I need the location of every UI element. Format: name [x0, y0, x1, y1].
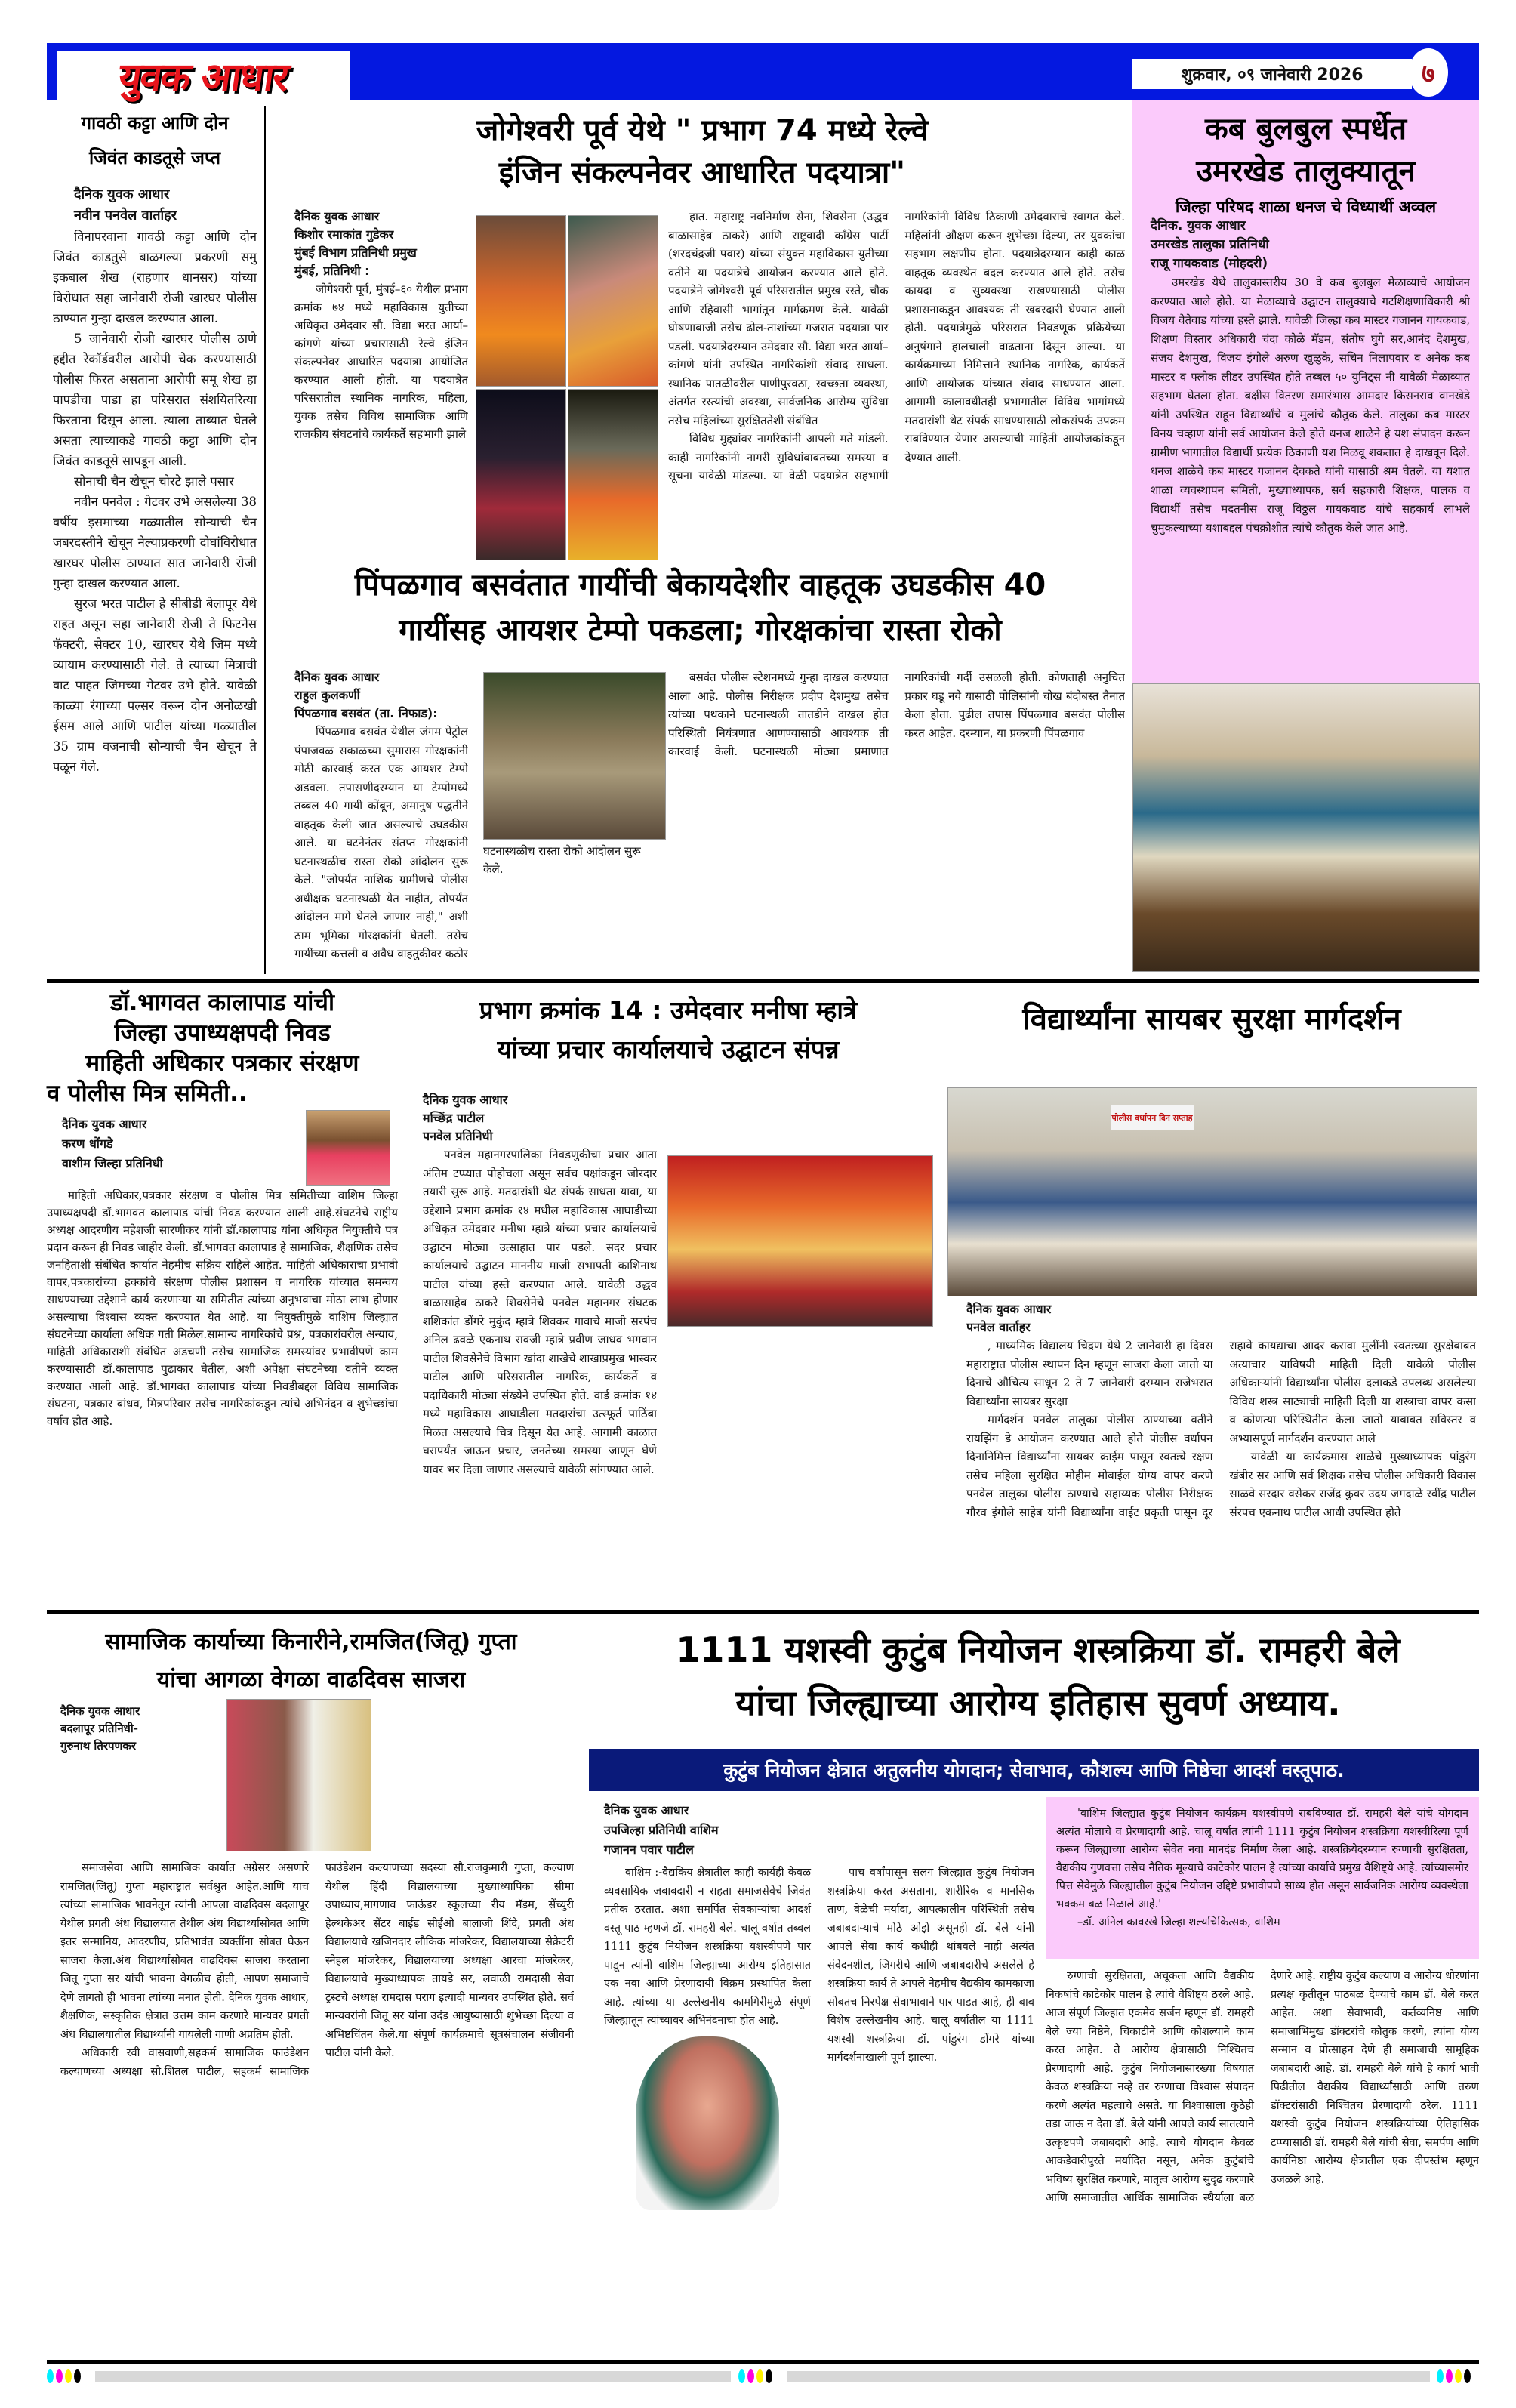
- photo-jitu-gupta: [226, 1699, 371, 1851]
- story-cyber-safety: [966, 1300, 1476, 1601]
- article-body: [60, 1859, 574, 2350]
- paragraph: पनवेल महानगरपालिका निवडणुकीचा प्रचार आता अंतिम टप्प्यात पोहोचला असून सर्वच पक्षांकडून जोरदार तयारी सुरू आहे. मतदारांशी थेट संपर्क साधता यावा, या उद्देशाने प्रभाग क्रमांक १४ मधील महाविकास आघाडीच्या अधिकृत उमेदवार मनीषा म्हात्रे यांच्या प्रचार कार्यालयाचे उद्घाटन मोठ्या उत्साहात पार पडले. सदर प्रचार कार्यालयाचे उद्घाटन माननीय माजी सभापती काशिनाथ पाटील यांच्या हस्ते करण्यात आले. यावेळी उद्धव बाळासाहेब ठाकरे शिवसेनेचे पनवेल महानगर संघटक शशिकांत डोंगरे मुकुंद म्हात्रे शिवकर गावाचे माजी सरपंच अनिल ढवळे एकनाथ रावजी म्हात्रे प्रवीण जाधव भगवान पाटील शिवसेनेचे विभाग खांदा शाखेचे शाखाप्रमुख भास्कर पाटील आणि परिसरातील नागरिक, कार्यकर्ते व पदाधिकारी मोठ्या संख्येने उपस्थित होते. वार्ड क्रमांक १४ मध्ये महाविकास आघाडीला मतदारांचा उत्स्फूर्त पाठिंबा मिळत असल्याचे चित्र दिसून येत आहे. आगामी काळात घरापर्यंत जाऊन प्रचार, जनतेच्या समस्या जाणून घेणे यावर भर दिला जाणार असल्याचे यावेळी सांगण्यात आले.: [423, 1148, 657, 1476]
- byline-line: वाशीम जिल्हा प्रतिनिधी: [62, 1156, 163, 1170]
- photo-rally-crowd: [568, 389, 658, 560]
- paragraph: विविध मुद्द्यांवर नागरिकांनी आपली मते मांडली. काही नागरिकांनी नागरी सुविधांबाबतच्या समस्या व सूचना यावेळी मांडल्या. या वेळी पदयात्रेत सहभागी नागरिकांनी विविध ठिकाणी उमेदवाराचे स्वागत केले. महिलांनी औक्षण करून शुभेच्छा दिल्या, तर युवकांचा सहभाग लक्षणीय होता. पदयात्रेदरम्यान काही काळ वाहतूक व्यवस्थेत बदल करण्यात आले होते. तसेच कायदा व सुव्यवस्था राखण्यासाठी पोलीस प्रशासनाकडून आवश्यक ती खबरदारी घेण्यात आली होती. पदयात्रेमुळे परिसरात निवडणूक प्रक्रियेच्या अनुषंगाने हालचाली वाढताना दिसून आल्या. या कार्यक्रमाच्या निमित्ताने स्थानिक नागरिक, कार्यकर्ते आणि आयोजक यांच्यात संवाद साधण्यात आला. आगामी कालावधीतही प्रभागातील विविध भागांमध्ये मतदारांशी थेट संपर्क साधण्यासाठी लोकसंपर्क उपक्रम राबविण्यात येणार असल्याची माहिती आयोजकांकडून देण्यात आली.: [668, 210, 1125, 483]
- byline: [966, 1300, 1208, 1337]
- headline-ramhari-bele: [596, 1623, 1480, 1729]
- paragraph: अधिकारी रवी वासवाणी,सहकर्म सामाजिक फाउंडेशन कल्याणच्या अध्यक्षा सौ.शितल पाटील, सहकर्म सामाजिक फाउंडेशन कल्याणच्या सदस्या सौ.राजकुमारी गुप्ता, कल्याण येथील हिंदी विद्यालयाच्या मुख्याध्यापिका सीमा उपाध्याय,मागणाव फाऊंडर स्कूलच्या रीय मॅडम, सेंच्युरी हेल्थकेअर सेंटर बाईड सीईओ बालाजी शिंदे, प्रगती अंध विद्यालयाचे खजिनदार लौकिक मांजरेकर, विद्यालयाच्या सेक्रेटरी स्नेहल मांजरेकर, विद्यालयाच्या अध्यक्षा आरचा मांजरेकर, विद्यालयाचे मुख्याध्यापक तायडे सर, लवाळी रामदासी सेवा ट्रस्टचे अध्यक्ष रामदास पराग इत्यादी मान्यवर उपस्थित होते. सर्व मान्यवरांनी जितू सर यांना उदंड आयुष्यासाठी शुभेच्छा दिल्या व अभिष्टचिंतन केले.या संपूर्ण कार्यक्रमाचे सूत्रसंचालन संजीवनी पाटील यांनी केले.: [60, 1862, 574, 2078]
- byline-line: नवीन पनवेल वार्ताहर: [74, 208, 177, 224]
- paragraph: बसवंत पोलीस स्टेशनमध्ये गुन्हा दाखल करण्यात आला आहे. पोलीस निरीक्षक प्रदीप देशमुख तसेच त्यांच्या पथकाने घटनास्थळी तातडीने दाखल होत परिस्थिती नियंत्रणात आणण्यासाठी आवश्यक ती कारवाई केली. घटनास्थळी मोठ्या प्रमाणात नागरिकांची गर्दी उसळली होती. कोणताही अनुचित प्रकार घडू नये यासाठी पोलिसांनी चोख बंदोबस्त तैनात केला होता. पुढील तपास पिंपळगाव बसवंत पोलीस करत आहेत. दरम्यान, या प्रकरणी पिंपळगाव: [668, 671, 1125, 758]
- headline-line: यांचा आगळा वेगळा वाढदिवस साजरा: [156, 1666, 466, 1693]
- paragraph: पाच वर्षांपासून सलग जिल्ह्यात कुटुंब नियोजन शस्त्रक्रिया करत असताना, शारीरिक व मानसिक ताण, वेळेची मर्यादा, आपत्कालीन परिस्थिती तसेच जबाबदाऱ्याचे मोठे ओझे असूनही डॉ. बेले यांनी आपले सेवा कार्य कधीही थांबवले नाही अत्यंत संवेदनशील, जिगरीचे आणि जबाबदारीचे असलेले हे शस्त्रक्रिया कार्य ते आपले नेहमीच वैद्यकीय कामकाजा सोबतच निरपेक्ष सेवाभावाने पार पाडत आहे, ही बाब विशेष उल्लेखनीय आहे. चालू वर्षातील या 1111 यशस्वी शस्त्रक्रिया डॉ. पांडुरंग डोंगरे यांच्या मार्गदर्शनाखाली पूर्ण झाल्या.: [827, 1867, 1034, 2064]
- byline-line: दैनिक युवक आधार: [60, 1704, 140, 1718]
- article-body-continued: [1046, 1967, 1479, 2345]
- article-body: [294, 723, 468, 964]
- photo-bhagwat-kalapad: [306, 1110, 390, 1186]
- byline-line: दैनिक युवक आधार: [294, 209, 380, 224]
- section-divider: [47, 979, 1479, 983]
- byline-line: दैनिक युवक आधार: [74, 187, 170, 202]
- paragraph: यावेळी या कार्यक्रमास शाळेचे मुख्याध्यापक पांडुरंग खंबीर सर आणि सर्व शिक्षक तसेच पोलीस अधिकारी विकास साळवे सरदार वसेकर राजेंद्र कुवर उदय जगदाळे रवींद्र पाटील संरपच एकनाथ पाटील आधी उपस्थित होते: [1229, 1450, 1476, 1519]
- byline-line: गुरुनाथ तिरपणकर: [60, 1739, 137, 1753]
- story-gavthi-katta: [53, 106, 257, 982]
- registration-marks: [47, 2369, 81, 2383]
- registration-bar: [787, 2371, 1430, 2382]
- byline-line: दैनिक युवक आधार: [604, 1803, 689, 1818]
- headline-line: सामाजिक कार्याच्या किनारीने,रामजित(जितू) गुप्ता: [105, 1629, 517, 1655]
- headline-line: गायींसह आयशर टेम्पो पकडला; गोरक्षकांचा रास्ता रोको: [399, 613, 1002, 648]
- byline-line: उपजिल्हा प्रतिनिधी वाशिम: [604, 1823, 719, 1837]
- headline-line: यांच्या प्रचार कार्यालयाचे उद्घाटन संपन्न: [497, 1034, 840, 1064]
- story-pimpalgaon-col1: [294, 668, 468, 964]
- byline: [294, 668, 468, 723]
- headline: [53, 106, 257, 175]
- quote-text: 'वाशिम जिल्ह्यात कुटुंब नियोजन कार्यक्रम यशस्वीपणे राबविण्यात डॉ. रामहरी बेले यांचे योगदान अत्यंत मोलाचे व प्रेरणादायी आहे. चालू वर्षात त्यांनी 1111 कुटुंब नियोजन शस्त्रक्रिया यशस्वीरित्या पूर्ण करून जिल्ह्याच्या आरोग्य सेवेत नवा मानदंड निर्माण केला आहे. शस्त्रक्रियेदरम्यान रुग्णाची सुरक्षितता, वैद्यकीय गुणवत्ता तसेच नैतिक मूल्याचे काटेकोर पालन हे त्यांच्या कार्याचे प्रमुख वैशिष्ट्ये आहे. त्यांच्यासमोर पित्त सेवेमुळे जिल्ह्यातील कुटुंब नियोजन उद्दिष्टे प्रभावीपणे साध्य होत असून सार्वजनिक आरोग्य व्यवस्थेला भक्कम बळ मिळाले आहे.': [1056, 1808, 1468, 1910]
- headline-line: व पोलीस मित्र समिती..: [47, 1080, 248, 1107]
- paragraph: रुग्णाची सुरक्षितता, अचूकता आणि वैद्यकीय निकषांचे काटेकोर पालन हे त्यांचे वैशिष्ट्य ठरले आहे. आज संपूर्ण जिल्हात एकमेव सर्जन म्हणून डॉ. रामहरी बेले ज्या निष्ठेने, चिकाटीने आणि कौशल्याने काम करत आहेत. ते आरोग्य क्षेत्रासाठी निश्चितच प्रेरणादायी आहे. कुटुंब नियोजनासारख्या विषयात केवळ शस्त्रक्रिया नव्हे तर रुग्णाचा विश्वास संपादन करणे अत्यंत महत्वाचे असते. या विश्वासाला कुठेही तडा जाऊ न देता डॉ. बेले यांनी आपले कार्य सातत्याने उत्कृष्टपणे जबाबदारी आहे. त्याचे योगदान केवळ आकडेवारीपुरते मर्यादित नसून, अनेक कुटुंबांचे भविष्य सुरक्षित करणारे, मातृत्व आरोग्य सुदृढ करणारे आणि समाजातील आर्थिक सामाजिक स्थैर्याला बळ देणारे आहे. राष्ट्रीय कुटुंब कल्याण व आरोग्य धोरणांना प्रत्यक्ष कृतीतून पाठबळ देण्याचे काम डॉ. बेले करत आहेत. अशा सेवाभावी, कर्तव्यनिष्ठ आणि समाजाभिमुख डॉक्टरांचे कौतुक करणे, त्यांना योग्य सन्मान व प्रोत्साहन देणे ही समाजाची सामूहिक जबाबदारी आहे. डॉ. रामहरी बेले यांचे हे कार्य भावी पिढीतील वैद्यकीय विद्यार्थ्यांसाठी आणि तरुण डॉक्टरांसाठी निश्चितच प्रेरणादायी ठरेल. 1111 यशस्वी कुटुंब नियोजन शस्त्रक्रियांच्या ऐतिहासिक टप्प्यासाठी डॉ. रामहरी बेले यांची सेवा, समर्पण आणि कार्यनिष्ठा आरोग्य क्षेत्रातील एक दीपस्तंभ म्हणून उजळले आहे.: [1046, 1970, 1479, 2204]
- byline-line: पनवेल प्रतिनिधी: [423, 1129, 493, 1143]
- headline-line: उमरखेड तालुक्यातून: [1196, 154, 1416, 189]
- paragraph: वाशिम :-वैद्यकिय क्षेत्रातील काही कार्यही केवळ व्यवसायिक जबाबदारी न राहता समाजसेवेचे जिवंत प्रतीक ठरतात. अशा समर्पित सेवकाऱ्यांचा आदर्श वस्तू पाठ म्हणजे डॉ. रामहरी बेले. चालू वर्षात तब्बल 1111 कुटुंब नियोजन शस्त्रक्रिया यशस्वीपणे पार पाडून त्यांनी वाशिम जिल्ह्याच्या आरोग्य इतिहासात एक नवा आणि प्रेरणादायी विक्रम प्रस्थापित केला आहे. त्यांच्या या उल्लेखनीय कामगिरीमुळे संपूर्ण जिल्ह्यातून त्यांच्यावर अभिनंदनाचा होत आहे.: [604, 1867, 811, 2027]
- byline-line: पनवेल वार्ताहर: [966, 1320, 1031, 1334]
- headline-line: जिवंत काडतूसे जप्त: [88, 147, 221, 168]
- paragraph: सोनाची चैन खेचून चोरटे झाले पसार: [74, 474, 234, 489]
- photo-rally-women: [568, 215, 658, 387]
- article-body: [966, 1337, 1476, 1601]
- column-divider: [264, 106, 266, 974]
- headline-pimpalgaon: [276, 563, 1125, 653]
- subheadline: जिल्हा परिषद शाळा धनज चे विध्यार्थी अव्वल: [1175, 198, 1437, 216]
- newspaper-logo: [57, 51, 350, 100]
- paragraph: मार्गदर्शन पनवेल तालुका पोलीस ठाण्याच्या वतीने रायझिंग डे आयोजन करण्यात आले होते पोलीस वर्धापन दिनानिमित्त विद्यार्थ्यांना सायबर क्राईम पासून स्वतःचे रक्षण तसेच महिला सुरक्षित मोहीम मोबाईल योग्य वापर करणे पनवेल तालुका पोलीस ठाण्याचे सहाय्यक पोलीस निरीक्षक गौरव इंगोले साहेब यांनी विद्यार्थ्यांना वाईट प्रकृती पासून दूर राहावे कायद्याचा आदर करावा मुलींनी स्वतःच्या सुरक्षेबाबत अत्याचार याविषयी माहिती दिली यावेळी पोलीस अधिकाऱ्यांनी विद्यार्थ्यांना पोलीस दलाकडे उपलब्ध असलेल्या विविध शस्त्र साठ्याची माहिती दिली या शस्त्राचा वापर कसा व कोणत्या परिस्थितीत केला जातो याबाबत सविस्तर व अभ्यासपूर्ण मार्गदर्शन करण्यात आले: [966, 1339, 1476, 1519]
- headline-line: माहिती अधिकार पत्रकार संरक्षण: [85, 1050, 359, 1077]
- headline: [1132, 108, 1479, 193]
- byline-line: दैनिक युवक आधार: [423, 1093, 508, 1107]
- story-prabhag-14: [423, 1091, 657, 1599]
- paragraph: नवीन पनवेल : गेटवर उभे असलेल्या 38 वर्षीय इसमाच्या गळ्यातील सोन्याची चैन जबरदस्तीने खेचून नेल्याप्रकरणी दोघांविरोधात खारघर पोलीस ठाण्यात सात जानेवारी रोजी गुन्हा दाखल करण्यात आला.: [53, 495, 257, 590]
- photo-night-rally: [476, 389, 566, 560]
- photo-caption: घटनास्थळीच रास्ता रोको आंदोलन सुरू केले.: [483, 844, 641, 876]
- paragraph: पिंपळगाव बसवंत येथील जंगम पेट्रोल पंपाजवळ सकाळच्या सुमारास गोरक्षकांनी मोठी कारवाई करत एक आयशर टेम्पो अडवला. तपासणीदरम्यान या टेम्पोमध्ये तब्बल 40 गायी कोंबून, अमानुष पद्धतीने वाहतूक केली जात असल्याचे उघडकीस आले. या घटनेनंतर संतप्त गोरक्षकांनी घटनास्थळीच रास्ता रोको आंदोलन सुरू केले. "जोपर्यंत नाशिक ग्रामीणचे पोलीस अधीक्षक घटनास्थळी येत नाहीत, तोपर्यंत आंदोलन मागे घेतले जाणार नाही," अशी ठाम भूमिका गोरक्षकांनी घेतली. तसेच गायींच्या कत्तली व अवैध वाहतुकीवर कठोर: [294, 725, 468, 960]
- photo-dr-ramhari-bele: [636, 2036, 779, 2210]
- byline-line: मच्छिंद्र पाटील: [423, 1111, 485, 1125]
- byline-line: पिंपळगाव बसवंत (ता. निफाड):: [294, 706, 438, 720]
- photo-candidate-portrait: [476, 215, 566, 387]
- story-kab-bulbul: [1132, 100, 1479, 714]
- logo-text: युवक आधार: [115, 55, 291, 100]
- article-body-continued: [668, 208, 1125, 544]
- byline-line: बदलापूर प्रतिनिधी-: [60, 1722, 138, 1735]
- article-body: [47, 1187, 398, 1607]
- article-body-continued: [668, 668, 1125, 967]
- photo-banner-text: पोलीस वर्धापन दिन सप्ताह: [1111, 1105, 1194, 1130]
- byline: [423, 1091, 657, 1145]
- story-jogeshwari-col1: [294, 208, 468, 529]
- headline-jogeshwari: [279, 109, 1125, 194]
- paragraph: समाजसेवा आणि सामाजिक कार्यात अग्रेसर असणारे रामजित(जितू) गुप्ता महाराष्ट्रात सर्वश्रुत आहेत.आणि याच त्यांच्या सामाजिक भावनेतून त्यांनी आपला वाढदिवस बदलापूर येथील प्रगती अंध विद्यालयात तेथील अंध विद्यार्थ्यांसोबत आणि इतर सन्मानिय, आदरणीय, प्रतिभावंत व्यक्तींना सोबत घेऊन साजरा केला.अंध विद्यार्थ्यांसोबत वाढदिवस साजरा करताना जितू गुप्ता सर यांची भावना वेगळीच होती, आपण समाजाचे देणे लागतो ही भावना त्यांच्या मनात होती. दैनिक युवक आधार, शैक्षणिक, सस्कृतिक क्षेत्रात उत्तम काम करणारे मान्यवर प्रगती अंध विद्यालयातील विद्यार्थ्यांनी गायलेली गाणी अप्रतिम होती.: [60, 1862, 309, 2041]
- byline: [60, 1703, 223, 1755]
- quote-box: [1046, 1797, 1479, 1959]
- byline-line: दैनिक युवक आधार: [62, 1117, 147, 1131]
- headline-line: 1111 यशस्वी कुटुंब नियोजन शस्त्रक्रिया डॉ. रामहरी बेले: [676, 1629, 1400, 1670]
- paragraph: माहिती अधिकार,पत्रकार संरक्षण व पोलीस मित्र समितीच्या वाशिम जिल्हा उपाध्यक्षपदी डॉ.भागवत कालापाड यांची निवड करण्यात आली आहे.संघटनेचे राष्ट्रीय अध्यक्ष आदरणीय महेशजी सारणीकर यांनी डॉ.कालापाड यांना अधिकृत नियुक्तीचे पत्र प्रदान करून ही निवड जाहीर केली. डॉ.भागवत कालापाड हे सामाजिक, शैक्षणिक तसेच जनहिताशी संबंधित कार्यात नेहमीच सक्रिय राहिले आहेत. माहिती अधिकाराचा प्रभावी वापर,पत्रकारांच्या हक्कांचे संरक्षण पोलीस प्रशासन व नागरिक यांच्यात समन्वय साधण्याच्या उद्देशाने कार्य करणाऱ्या या समितीत त्यांच्या अनुभवाचा मोठा लाभ होणार असल्याचा विश्वास व्यक्त करण्यात येत आहे. या नियुक्तीमुळे वाशिम जिल्ह्यात संघटनेच्या कार्याला अधिक गती मिळेल.सामान्य नागरिकांचे प्रश्न, पत्रकारांवरील अन्याय, माहिती अधिकाराशी संबंधित अडचणी तसेच सामाजिक समस्यांवर प्रभावीपणे काम करण्यासाठी डॉ.कालापाड पुढाकार घेतील, अशी अपेक्षा संघटनेच्या वतीने व्यक्त करण्यात आली आहे. डॉ.भागवत कालापाड यांच्या निवडीबद्दल विविध सामाजिक संघटना, पत्रकार बांधव, मित्रपरिवार तसेच नागरिकांकडून त्यांचे अभिनंदन व शुभेच्छांचा वर्षाव होत आहे.: [47, 1189, 398, 1428]
- paragraph: 5 जानेवारी रोजी खारघर पोलीस ठाणे हद्दीत रेकॉर्डवरील आरोपी चेक करण्यासाठी पोलीस फिरत असताना आरोपी समू शेख हा पापडीचा पाडा हा परिसरात संशयितरित्या फिरताना दिसून आला. त्याला ताब्यात घेतले असता त्याच्याकडे गावठी कट्टा आणि दोन जिवंत काडतूसे सापडून आली.: [53, 331, 257, 468]
- headline-line: डॉ.भागवत कालापाड यांची: [110, 989, 334, 1016]
- headline-line: जिल्हा उपाध्यक्षपदी निवड: [114, 1019, 331, 1047]
- section-divider: [47, 1610, 1479, 1614]
- byline-line: राहुल कुलकर्णी: [294, 688, 360, 702]
- bottom-rule: [47, 2360, 1479, 2364]
- headline-line: जोगेश्वरी पूर्व येथे " प्रभाग 74 मध्ये रेल्वे: [476, 113, 929, 148]
- article-body: [604, 1864, 1034, 2347]
- headline-prabhag-14: [404, 991, 932, 1069]
- byline-line: दैनिक युवक आधार: [294, 670, 380, 684]
- registration-marks: [1437, 2369, 1471, 2383]
- paragraph: जोगेश्वरी पूर्व, मुंबई–६० येथील प्रभाग क्रमांक ७४ मध्ये महाविकास युतीच्या अधिकृत उमेदवार सौ. विद्या भरत आर्या–कांगणे यांच्या प्रचारासाठी रेल्वे इंजिन संकल्पनेवर आधारित पदयात्रा आयोजित करण्यात आली होती. या पदयात्रेत परिसरातील स्थानिक नागरिक, महिला, युवक तसेच विविध सामाजिक आणि राजकीय संघटनांचे कार्यकर्ते सहभागी झाले: [294, 282, 468, 441]
- headline-jitu-gupta: [47, 1623, 575, 1699]
- registration-marks: [738, 2369, 772, 2383]
- photo-cub-bulbul-students: [1132, 683, 1480, 972]
- paragraph: सुरज भरत पाटील हे सीबीडी बेलापूर येथे राहत असून सहा जानेवारी रोजी ते फिटनेस फॅक्टरी, सेक्टर 10, खारघर येथे जिम मध्ये व्यायाम करण्यासाठी गेले. ते त्याच्या मित्राची वाट पाहत जिमच्या गेटवर उभे होते. यावेळी काळ्या रंगाच्या पल्सर वरून दोन अनोळखी ईसम आले आणि पाटील यांच्या गळ्यातील 35 ग्राम वजनाची सोन्याची चैन खेचून ते पळून गेले.: [53, 597, 257, 774]
- quote-author: –डॉ. अनिल कावरखे जिल्हा शल्यचिकित्सक, वाशिम: [1077, 1916, 1280, 1929]
- byline-line: राजू गायकवाड (मोहदरी): [1151, 256, 1268, 272]
- issue-date: शुक्रवार, ०९ जानेवारी 2026: [1132, 59, 1412, 89]
- byline: [294, 208, 468, 280]
- article-body: [1151, 273, 1470, 651]
- byline: [1151, 217, 1479, 273]
- byline-line: करण धोंगडे: [62, 1136, 113, 1151]
- byline-line: उमरखेड तालुका प्रतिनिधी: [1151, 237, 1269, 253]
- byline-line: किशोर रमाकांत गुडेकर: [294, 227, 394, 242]
- byline-line: मुंबई, प्रतिनिधी :: [294, 264, 370, 278]
- byline-line: दैनिक युवक आधार: [966, 1302, 1052, 1316]
- article-body: [294, 280, 468, 529]
- photo-cyber-session: [948, 1087, 1477, 1296]
- story-ramhari-bele: [604, 1801, 1034, 1860]
- photo-office-inauguration: [667, 1155, 933, 1327]
- article-body: [53, 227, 257, 982]
- story-bhagwat-kalapad: [47, 988, 398, 1607]
- headline-line: गावठी कट्टा आणि दोन: [81, 113, 229, 134]
- paragraph: उमरखेड येथे तालुकास्तरीय 30 वे कब बुलबुल मेळाव्याचे आयोजन करण्यात आले होते. या मेळाव्याचे उद्घाटन तालुक्याचे गटशिक्षणाधिकारी श्री विजय वेतेवाड यांच्या हस्ते झाले. यावेळी जिल्हा कब मास्टर गजानन गायकवाड, शिक्षण विस्तार अधिकारी चंदा कोळे मॅडम, संतोष घुगे सर,आनंद देशमुख, संजय देशमुख, विजय इंगोले अरुण खुळुके, सचिन निलापवार व अनेक कब मास्टर व फ्लोक लीडर उपस्थित होते तब्बल ५० युनिट्स नी यावेळी मेळाव्यात सहभाग घेतला होता. बक्षीस वितरण समारंभास आमदार किसनराव वानखेडे यांनी उपस्थित राहून विद्यार्थ्यांचे व मुलांचे कौतुक केले. तालुका कब मास्टर विनय चव्हाण यांनी सर्व आयोजन केले होते धनज शाळेने हे यश संपादन करून ग्रामीण भागातील विद्यार्थी प्रत्येक ठिकाणी यश मिळवू शकतात हे दाखवून दिले. धनज शाळेचे कब मास्टर गजानन देवकते यांनी यासाठी श्रम घेतले. या यशात शाळा व्यवस्थापन समिती, मुख्याध्यापक, सर्व सहकारी शिक्षक, पालक व विद्यार्थी तसेच मदतनीस राजू विठ्ठल गायकवाड यांचे सहकार्य लाभले चुमुकल्याच्या यशाबद्दल पंचक्रोशीत त्यांचे कौतुक केले जात आहे.: [1151, 276, 1470, 535]
- paragraph: हात. महाराष्ट्र नवनिर्माण सेना, शिवसेना (उद्धव बाळासाहेब ठाकरे) आणि राष्ट्रवादी काँग्रेस पार्टी (शरदचंद्रजी पवार) यांच्या संयुक्त महाविकास युतीच्या वतीने या पदयात्रेचे आयोजन करण्यात आले होते. पदयात्रेने जोगेश्वरी पूर्व परिसरातील प्रमुख रस्ते, चौक आणि रहिवासी भागांतून मार्गक्रमण केले. यावेळी घोषणाबाजी तसेच ढोल-ताशांच्या गजरात पदयात्रा पार पडली. पदयात्रेदरम्यान उमेदवार सौ. विद्या भरत आर्या–कांगणे यांनी उपस्थित नागरिकांशी संवाद साधला. स्थानिक पातळीवरील पाणीपुरवठा, स्वच्छता व्यवस्था, अंतर्गत रस्त्यांची अवस्था, सार्वजनिक आरोग्य सुविधा तसेच महिलांच्या सुरक्षिततेशी संबंधित: [668, 210, 889, 427]
- headline-line: पिंपळगाव बसवंतात गायींची बेकायदेशीर वाहतूक उघडकीस 40: [354, 568, 1046, 603]
- photo-road-blockade: [483, 672, 666, 840]
- subheadline-banner: कुटुंब नियोजन क्षेत्रात अतुलनीय योगदान; सेवाभाव, कौशल्य आणि निष्ठेचा आदर्श वस्तूपाठ.: [589, 1749, 1479, 1791]
- headline-line: प्रभाग क्रमांक 14 : उमेदवार मनीषा म्हात्रे: [479, 995, 858, 1025]
- registration-bar: [95, 2371, 731, 2382]
- paragraph: , माध्यमिक विद्यालय चिद्रण येथे 2 जानेवारी हा दिवस महाराष्ट्रात पोलीस स्थापन दिन म्हणून साजरा केला जातो या दिनाचे औचित्य साधून 2 ते 7 जानेवारी दरम्यान राजेभरात विद्यार्थ्यांना सायबर सुरक्षा: [966, 1339, 1213, 1408]
- byline-line: दैनिक. युवक आधार: [1151, 218, 1246, 234]
- headline-line: कब बुलबुल स्पर्धेत: [1204, 112, 1407, 146]
- headline: [47, 988, 398, 1108]
- article-body: [423, 1145, 657, 1599]
- headline-line: यांचा जिल्ह्याच्या आरोग्य इतिहास सुवर्ण अध्याय.: [735, 1682, 1341, 1723]
- headline-line: इंजिन संकल्पनेवर आधारित पदयात्रा": [498, 156, 906, 190]
- story-jitu-gupta: [60, 1703, 223, 1755]
- byline-line: गजानन पवार पाटील: [604, 1842, 694, 1857]
- byline: [74, 184, 257, 227]
- page-number: ७: [1409, 48, 1448, 97]
- byline: [604, 1801, 808, 1860]
- byline-line: मुंबई विभाग प्रतिनिधी प्रमुख: [294, 245, 417, 260]
- paragraph: विनापरवाना गावठी कट्टा आणि दोन जिवंत काडतुसे बाळगल्या प्रकरणी समु इकबाल शेख (राहणार धानसर) यांच्या विरोधात सहा जानेवारी रोजी खारघर पोलीस ठाण्यात गुन्हा दाखल करण्यात आला.: [53, 230, 257, 325]
- headline-cyber-safety: विद्यार्थ्यांना सायबर सुरक्षा मार्गदर्शन: [1022, 1002, 1401, 1037]
